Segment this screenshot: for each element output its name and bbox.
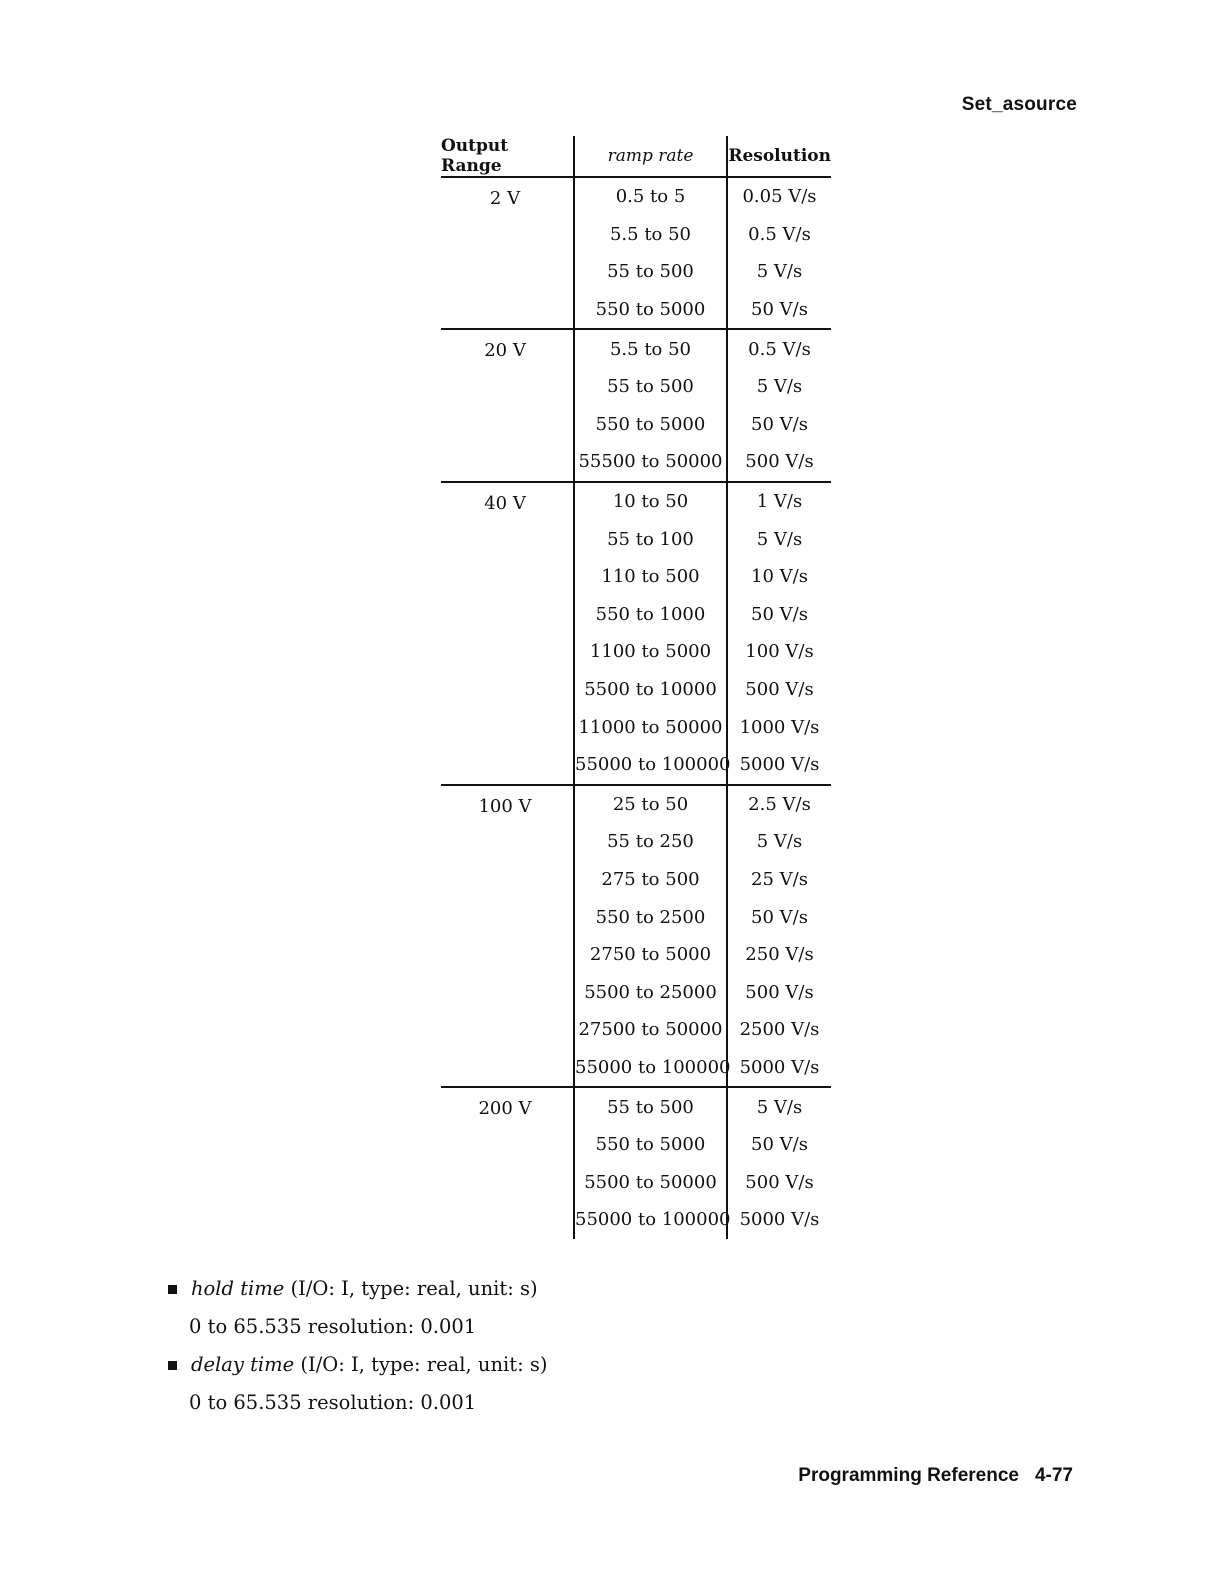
resolution-cell: 5 V/s <box>756 1096 803 1118</box>
ramp-rate-cell: 5.5 to 50 <box>574 329 727 368</box>
ramp-rate-cell: 55 to 100 <box>574 520 727 558</box>
ramp-rate-cell: 55 to 500 <box>574 368 727 406</box>
ramp-rate-cell: 25 to 50 <box>574 785 727 824</box>
ramp-rate-cell: 11000 to 50000 <box>574 708 727 746</box>
ramp-rate-cell: 55 to 500 <box>574 253 727 291</box>
resolution-cell: 2.5 V/s <box>748 793 811 815</box>
ramp-rate-cell: 10 to 50 <box>574 482 727 521</box>
ramp-rate-cell: 275 to 500 <box>574 861 727 899</box>
resolution-cell: 50 V/s <box>751 906 808 928</box>
table-row <box>441 177 831 216</box>
ramp-rate-cell: 5500 to 50000 <box>574 1163 727 1201</box>
ramp-rate-cell: 27500 to 50000 <box>574 1011 727 1049</box>
resolution-cell: 2500 V/s <box>739 1019 820 1041</box>
ramp-rate-cell: 550 to 5000 <box>574 406 727 444</box>
ramp-rate-table-container <box>441 136 831 1239</box>
header-ramp-rate: ramp rate <box>574 136 727 177</box>
ramp-rate-cell: 5500 to 25000 <box>574 973 727 1011</box>
header-resolution: Resolution <box>727 136 831 177</box>
output-range-cell: 200 V <box>478 1098 532 1120</box>
table-body <box>441 177 831 1239</box>
param-spec: (I/O: I, type: real, unit: s) <box>290 1277 538 1300</box>
ramp-rate-cell: 5500 to 10000 <box>574 671 727 709</box>
ramp-rate-cell: 55000 to 100000 <box>574 1049 727 1088</box>
resolution-cell: 0.5 V/s <box>748 223 811 245</box>
resolution-cell: 5000 V/s <box>739 1209 820 1231</box>
running-head: Set_asource <box>961 94 1077 115</box>
page-number: 4-77 <box>1034 1465 1073 1486</box>
resolution-cell: 0.5 V/s <box>748 338 811 360</box>
param-range: 0 to 65.535 resolution: 0.001 <box>189 1391 477 1414</box>
page-footer <box>798 1465 1073 1487</box>
resolution-cell: 250 V/s <box>745 944 814 966</box>
param-spec: (I/O: I, type: real, unit: s) <box>300 1353 548 1376</box>
resolution-cell: 50 V/s <box>751 413 808 435</box>
resolution-cell: 0.05 V/s <box>742 186 817 208</box>
bullet-icon <box>168 1361 177 1370</box>
ramp-rate-cell: 55000 to 100000 <box>574 746 727 785</box>
param-name: hold time <box>191 1277 285 1300</box>
table-row <box>441 329 831 368</box>
param-range: 0 to 65.535 resolution: 0.001 <box>189 1315 477 1338</box>
resolution-cell: 10 V/s <box>751 566 808 588</box>
resolution-cell: 25 V/s <box>751 868 808 890</box>
table-row <box>441 482 831 521</box>
output-range-cell: 2 V <box>441 177 574 329</box>
resolution-cell: 5 V/s <box>756 376 803 398</box>
ramp-rate-cell: 550 to 5000 <box>574 1126 727 1164</box>
ramp-rate-cell: 5.5 to 50 <box>574 216 727 254</box>
resolution-cell: 100 V/s <box>745 641 814 663</box>
header-output-range: Output Range <box>441 136 574 177</box>
resolution-cell: 5 V/s <box>756 831 803 853</box>
resolution-cell: 1000 V/s <box>739 716 820 738</box>
resolution-cell: 1 V/s <box>756 491 803 513</box>
ramp-rate-cell: 2750 to 5000 <box>574 936 727 974</box>
ramp-rate-cell: 550 to 2500 <box>574 898 727 936</box>
ramp-rate-cell: 110 to 500 <box>574 558 727 596</box>
output-range-cell: 20 V <box>441 329 574 481</box>
resolution-cell: 5000 V/s <box>727 746 831 785</box>
resolution-cell: 500 V/s <box>745 679 814 701</box>
table-row <box>441 785 831 824</box>
resolution-cell: 5 V/s <box>756 261 803 283</box>
ramp-rate-cell: 55 to 500 <box>574 1087 727 1126</box>
resolution-cell: 5000 V/s <box>727 1049 831 1088</box>
table-header-row <box>441 136 831 177</box>
ramp-rate-cell: 550 to 1000 <box>574 596 727 634</box>
table-row <box>441 1087 831 1126</box>
ramp-rate-cell: 55 to 250 <box>574 823 727 861</box>
resolution-cell: 5 V/s <box>756 528 803 550</box>
ramp-rate-cell: 55500 to 50000 <box>574 443 727 482</box>
ramp-rate-cell: 1100 to 5000 <box>574 633 727 671</box>
output-range-cell: 40 V <box>441 482 574 785</box>
ramp-rate-cell: 55000 to 100000 <box>574 1201 727 1239</box>
resolution-cell: 500 V/s <box>745 1171 814 1193</box>
bullet-icon <box>168 1285 177 1294</box>
output-range-cell: 100 V <box>441 785 574 1088</box>
resolution-cell: 50 V/s <box>751 603 808 625</box>
param-hold-time <box>166 1270 548 1346</box>
resolution-cell: 50 V/s <box>727 291 831 330</box>
ramp-rate-cell: 550 to 5000 <box>574 291 727 330</box>
resolution-cell: 500 V/s <box>727 443 831 482</box>
resolution-cell: 50 V/s <box>751 1134 808 1156</box>
ramp-rate-table <box>441 136 831 1239</box>
resolution-cell: 500 V/s <box>745 981 814 1003</box>
param-delay-time <box>166 1346 548 1422</box>
footer-title: Programming Reference <box>798 1465 1019 1486</box>
ramp-rate-cell: 0.5 to 5 <box>574 177 727 216</box>
param-name: delay time <box>191 1353 295 1376</box>
parameter-list <box>166 1270 548 1422</box>
